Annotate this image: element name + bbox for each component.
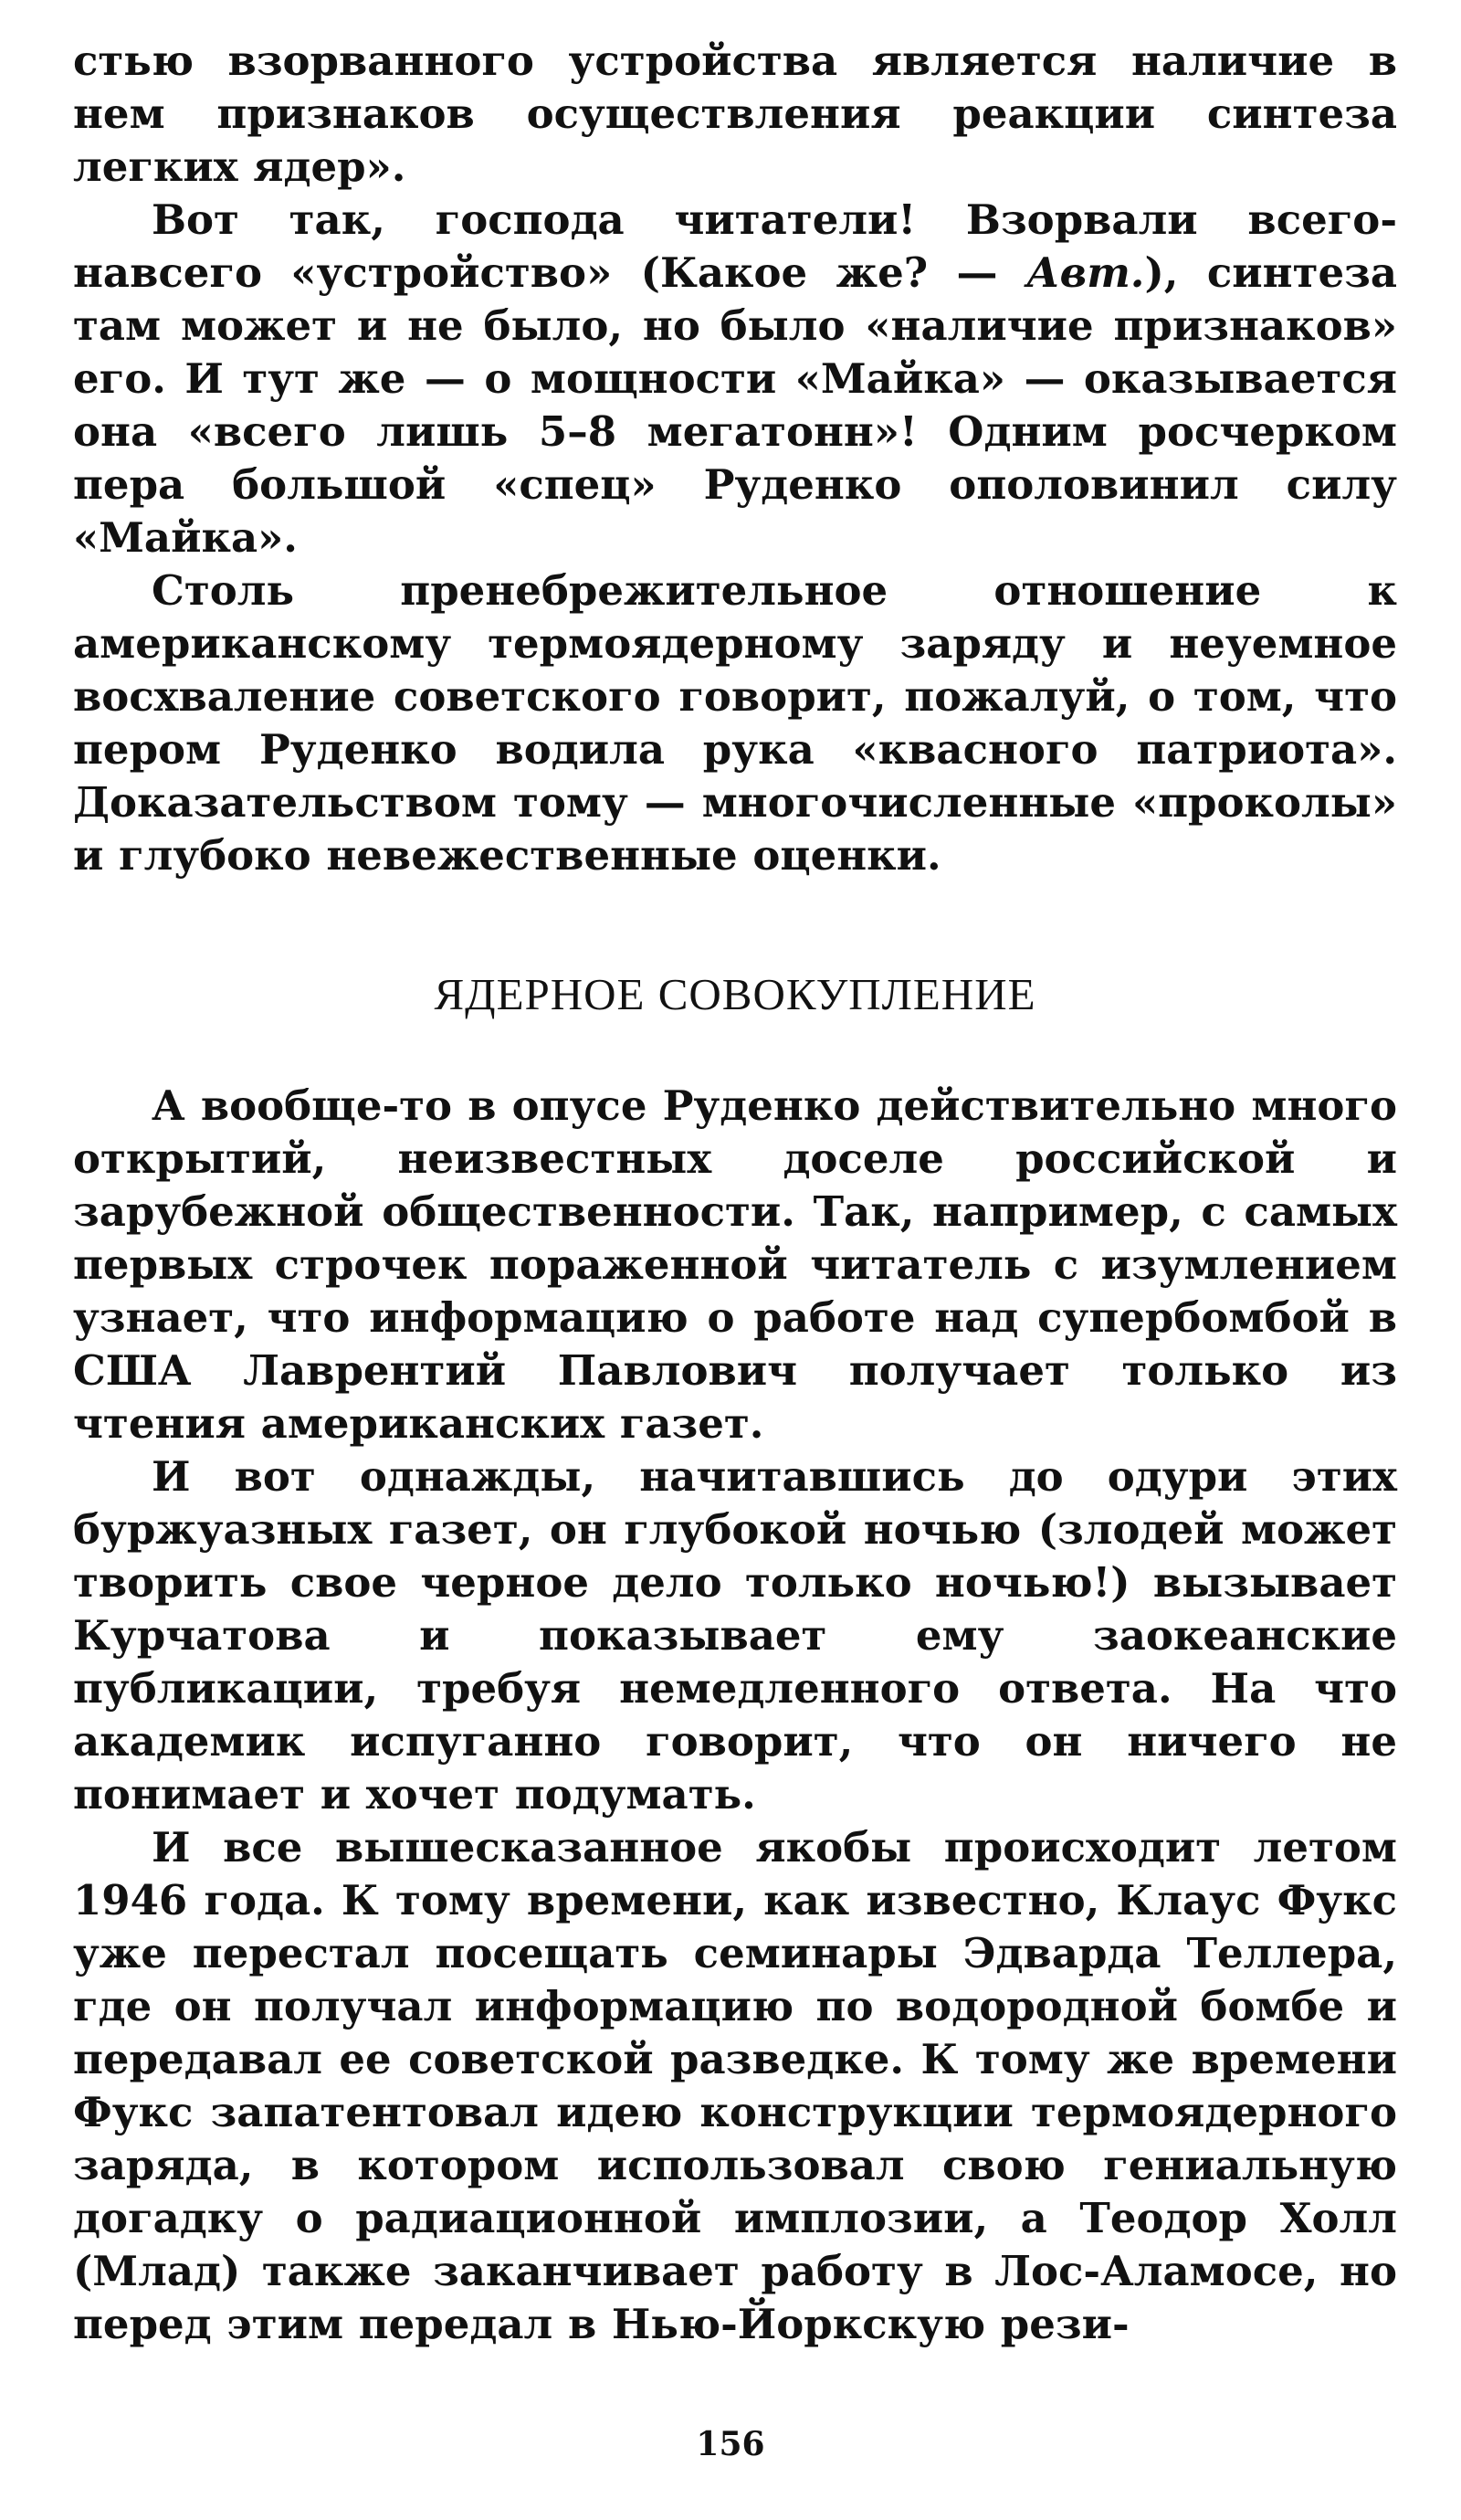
paragraph-4: А вообще-то в опусе Руденко действительно много открытий, неизвестных доселе российской и зарубежной общественности. Так, например, с самых первых строчек пораженной читатель с изумлением узнает, что информацию о работе над супербомбой в США Лаврентий Павлович получает только из чтения американских газет. xyxy=(73,1081,1397,1448)
paragraph-2 xyxy=(73,194,1397,564)
paragraph-3: Столь пренебрежительное отношение к американскому термоядерному заряду и неуемное восхваление советского говорит, пожалуй, о том, что пером Руденко водила рука «квасного патриота». Доказательством тому — многочисленные «проколы» и глубоко невежественные оценки. xyxy=(73,566,1397,880)
paragraph-5: И вот однажды, начитавшись до одури этих буржуазных газет, он глубокой ночью (злодей может творить свое черное дело только ночью!) вызывает Курчатова и показывает ему заокеанские публикации, требуя немедленного ответа. На что академик испуганно говорит, что он ничего не понимает и хочет подумать. xyxy=(73,1452,1397,1819)
section-heading: ЯДЕРНОЕ СОВОКУПЛЕНИЕ xyxy=(434,969,1036,1019)
paragraph-2-part-1: Вот так, господа читатели! Взорвали всего-навсего «устройство» (Какое же? — xyxy=(73,195,1397,297)
page-body xyxy=(73,35,1397,2351)
author-note: Авт. xyxy=(1025,248,1145,297)
paragraph-6: И все вышесказанное якобы происходит летом 1946 года. К тому времени, как известно, Клаус Фукс уже перестал посещать семинары Эдварда Теллера, где он получал информацию по водородной бомбе и передавал ее советской разведке. К тому же времени Фукс запатентовал идею конструкции термоядерного заряда, в котором использовал свою гениальную догадку о радиационной имплозии, а Теодор Холл (Млад) также заканчивает работу в Лос-Аламосе, но перед этим передал в Нью-Йоркскую рези- xyxy=(73,1823,1397,2348)
paragraph-2-part-3: ), синтеза там может и не было, но было «наличие признаков» его. И тут же — о мощности «Майка» — оказывается она «всего лишь 5–8 мегатонн»! Одним росчерком пера большой «спец» Руденко ополовинил силу «Майка». xyxy=(73,248,1397,562)
paragraph-1: стью взорванного устройства является наличие в нем признаков осуществления реакции синтеза легких ядер». xyxy=(73,37,1397,191)
page-number: 156 xyxy=(696,2425,765,2463)
